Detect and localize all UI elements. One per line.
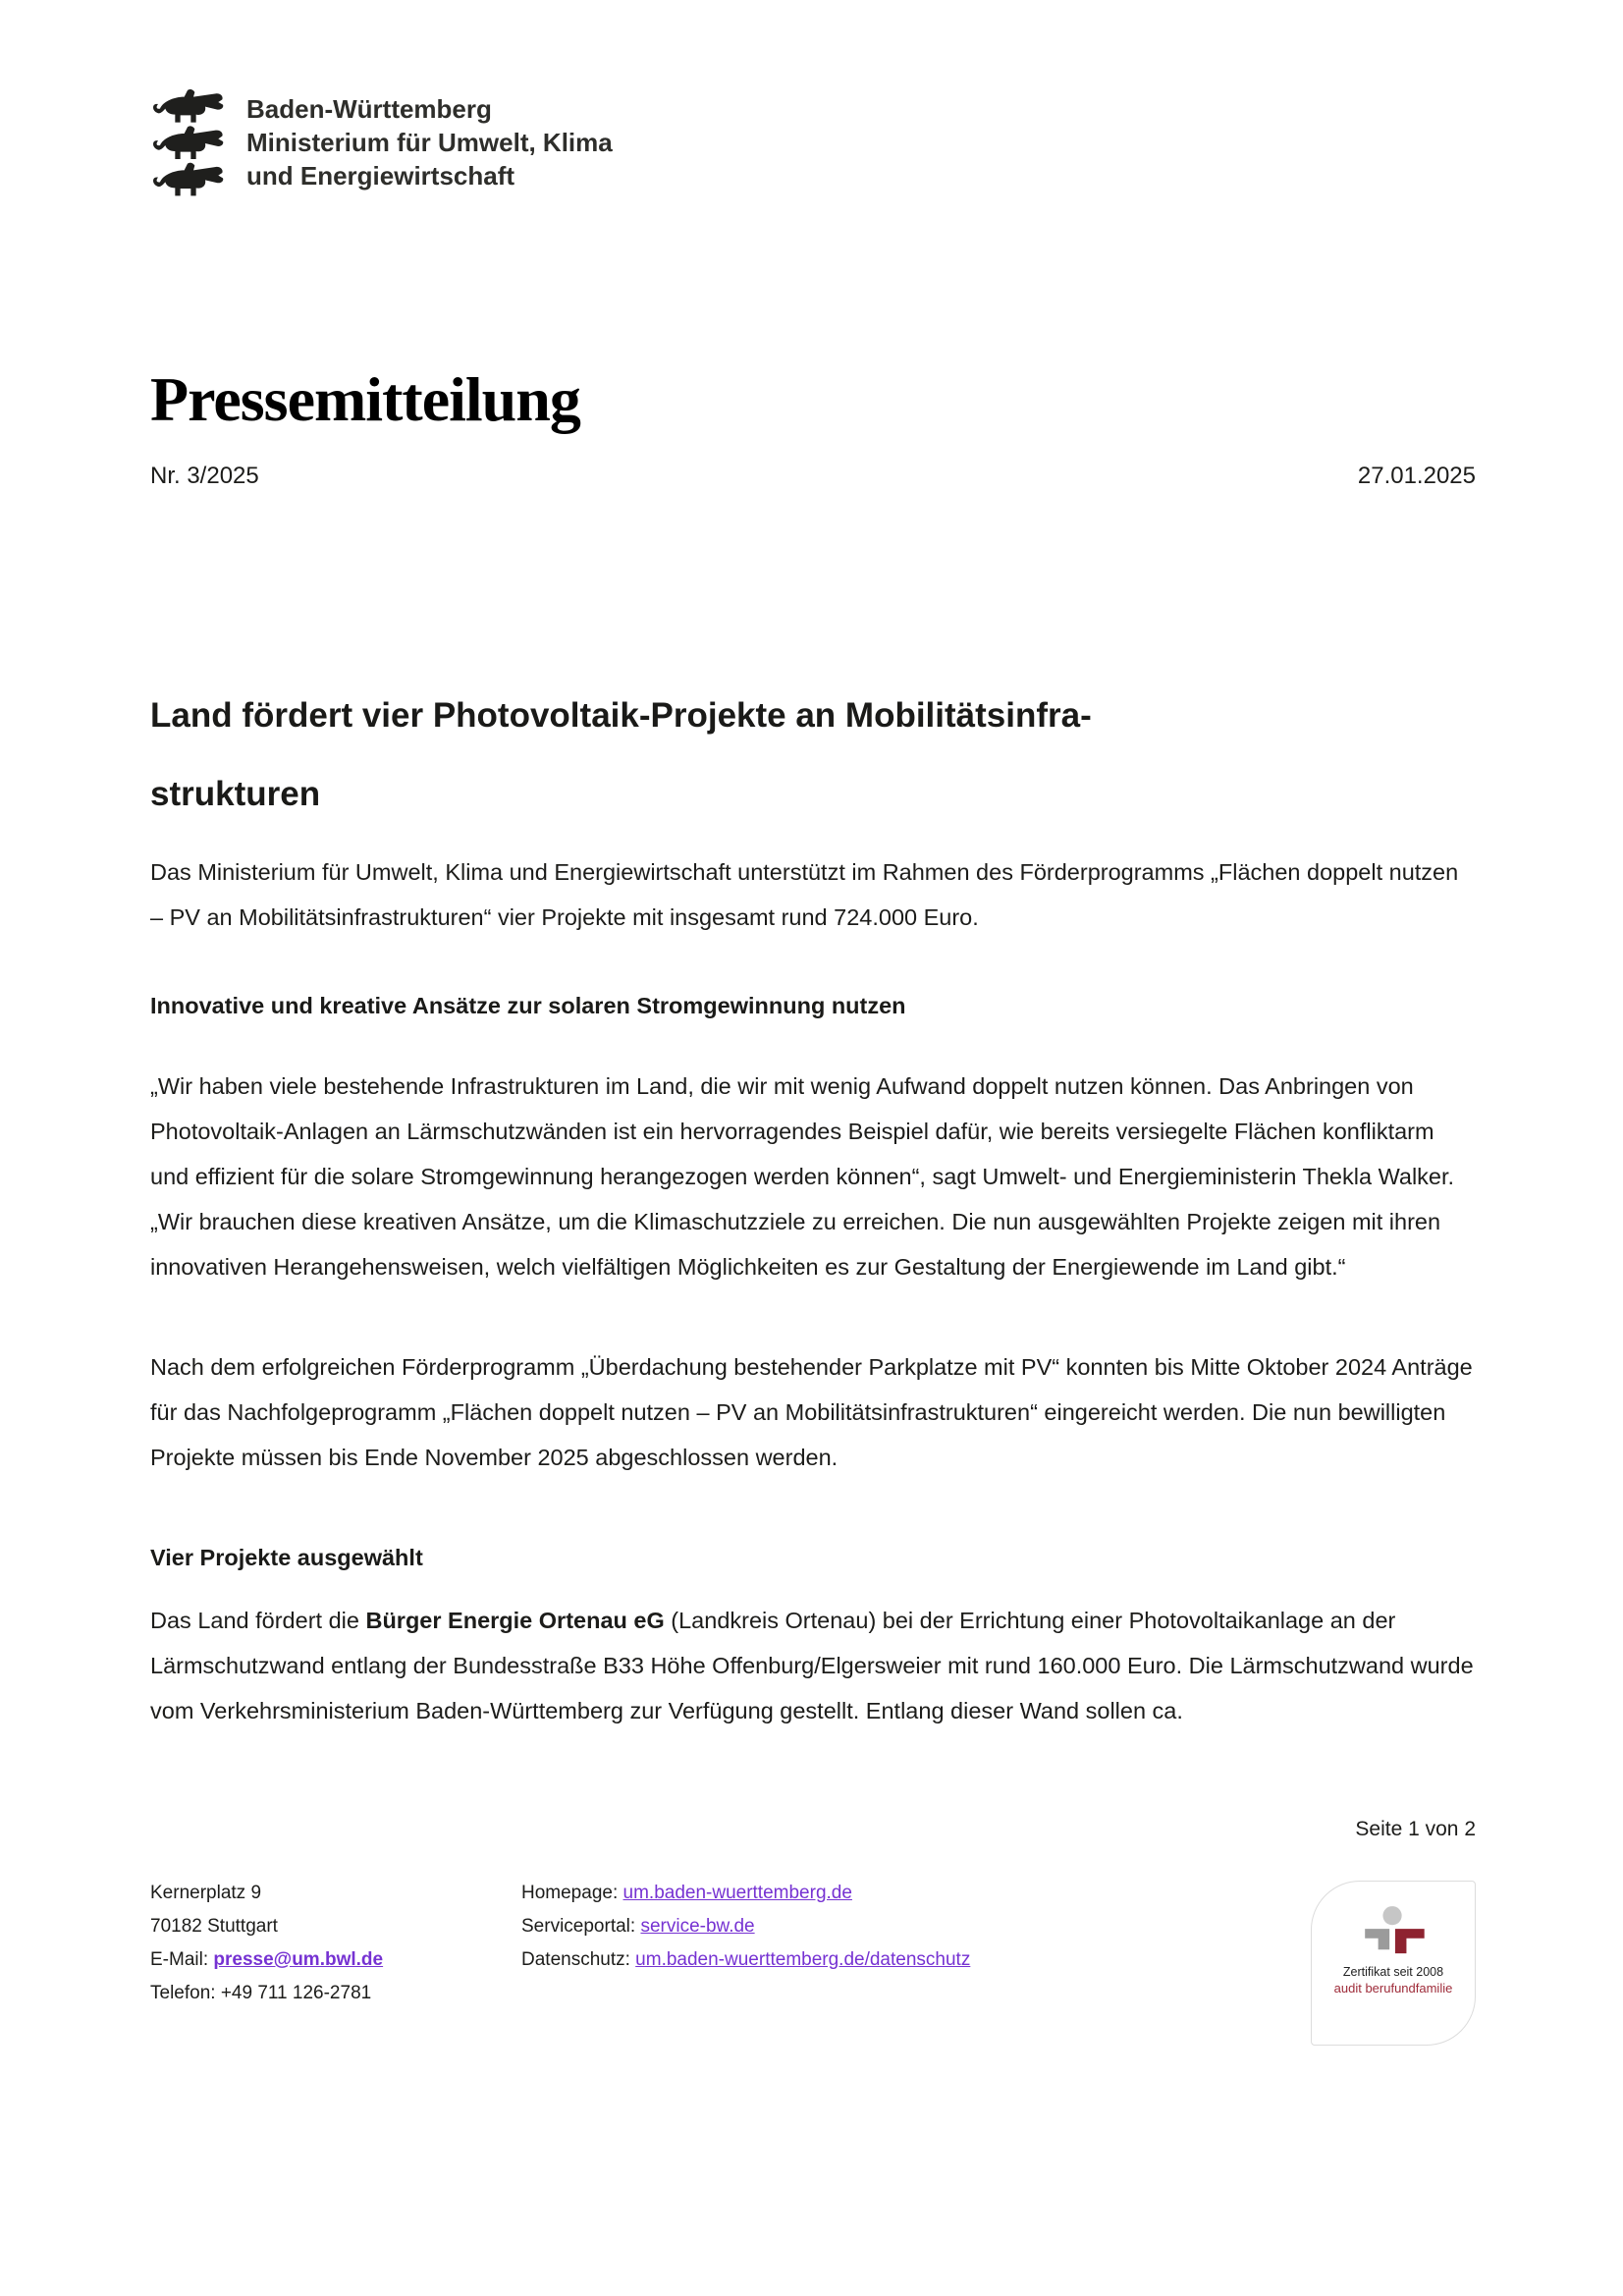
footer — [150, 1877, 1476, 2046]
footer-phone: Telefon: +49 711 126-2781 — [150, 1983, 372, 2003]
ministry-name-line3: und Energiewirtschaft — [246, 161, 515, 191]
footer-serviceportal-label: Serviceportal: — [521, 1916, 641, 1937]
footer-email-label: E-Mail: — [150, 1949, 214, 1970]
footer-email-row — [150, 1943, 521, 1977]
section-heading-innovative-ansaetze: Innovative und kreative Ansätze zur solaren Stromgewinnung nutzen — [150, 993, 906, 1018]
ministry-name — [246, 86, 613, 192]
footer-datenschutz-link[interactable]: um.baden-wuerttemberg.de/datenschutz — [635, 1949, 971, 1970]
program-background-paragraph: Nach dem erfolgreichen Förderprogramm „Überdachung bestehender Parkplatze mit PV“ konnten bis Mitte Oktober 2024 Anträge für das Nachfolgeprogramm „Flächen doppelt nutzen – PV an Mobilitätsinfrastrukturen“ eingereicht werden. Die nun bewilligten Projekte müssen bis Ende November 2025 abgeschlossen werden. — [150, 1354, 1473, 1470]
press-release-meta — [150, 463, 1476, 490]
footer-city: 70182 Stuttgart — [150, 1916, 278, 1937]
projects-paragraph: Das Land fördert die Bürger Energie Ortenau eG (Landkreis Ortenau) bei der Errichtung einer Photovoltaikanlage an der Lärmschutzwand entlang der Bundesstraße B33 Höhe Offenburg/Elgersweier mit rund 160.000 Euro. Die Lärmschutzwand wurde vom Verkehrsministerium Baden-Württemberg zur Verfügung gestellt. Entlang dieser Wand sollen ca. — [150, 1608, 1474, 1723]
footer-serviceportal-row — [521, 1910, 1311, 1943]
footer-links-column — [521, 1877, 1311, 1977]
badge-audit-text: audit berufundfamilie — [1333, 1981, 1453, 1995]
bw-three-lions-icon — [150, 86, 229, 196]
article-title — [150, 677, 1476, 834]
footer-homepage-label: Homepage: — [521, 1883, 623, 1903]
footer-street: Kernerplatz 9 — [150, 1883, 262, 1903]
ministry-logo — [150, 0, 1476, 196]
ministry-name-line2: Ministerium für Umwelt, Klima — [246, 128, 613, 157]
document-type-title: Pressemitteilung — [150, 364, 580, 434]
ministry-name-line1: Baden-Württemberg — [246, 94, 492, 124]
page-number-indicator: Seite 1 von 2 — [1355, 1818, 1476, 1840]
audit-berufundfamilie-figure-icon — [1346, 1903, 1440, 1960]
audit-berufundfamilie-badge — [1311, 1881, 1476, 2046]
footer-homepage-link[interactable]: um.baden-wuerttemberg.de — [622, 1883, 852, 1903]
press-release-number: Nr. 3/2025 — [150, 463, 259, 489]
article-lead-paragraph: Das Ministerium für Umwelt, Klima und Energiewirtschaft unterstützt im Rahmen des Förderprogramms „Flächen doppelt nutzen – PV an Mobilitätsinfrastrukturen“ vier Projekte mit insgesamt rund 724.000 Euro. — [150, 859, 1459, 930]
minister-quote-paragraph: „Wir haben viele bestehende Infrastrukturen im Land, die wir mit wenig Aufwand doppelt nutzen können. Das Anbringen von Photovoltaik-Anlagen an Lärmschutzwänden ist ein hervorragendes Beispiel dafür, wie bereits versiegelte Flächen konfliktarm und effizient für die solare Stromgewinnung herangezogen werden können“, sagt Umwelt- und Energieministerin Thekla Walker. „Wir brauchen diese kreativen Ansätze, um die Klimaschutzziele zu erreichen. Die nun ausgewählten Projekte zeigen mit ihren innovativen Herangehensweisen, welch vielfältigen Möglichkeiten es zur Gestaltung der Energiewende im Land gibt.“ — [150, 1073, 1455, 1280]
article-title-line1: Land fördert vier Photovoltaik-Projekte an Mobilitätsinfra- — [150, 696, 1092, 735]
footer-email-link[interactable]: presse@um.bwl.de — [213, 1949, 384, 1970]
press-release-date: 27.01.2025 — [1357, 463, 1476, 489]
footer-datenschutz-label: Datenschutz: — [521, 1949, 636, 1970]
footer-serviceportal-link[interactable]: service-bw.de — [640, 1916, 755, 1937]
section-heading-vier-projekte: Vier Projekte ausgewählt — [150, 1545, 423, 1570]
article-title-line2: strukturen — [150, 775, 321, 813]
footer-datenschutz-row — [521, 1943, 1311, 1977]
badge-certificate-text: Zertifikat seit 2008 — [1342, 1965, 1444, 1979]
footer-homepage-row — [521, 1877, 1311, 1910]
footer-address-column — [150, 1877, 521, 2010]
